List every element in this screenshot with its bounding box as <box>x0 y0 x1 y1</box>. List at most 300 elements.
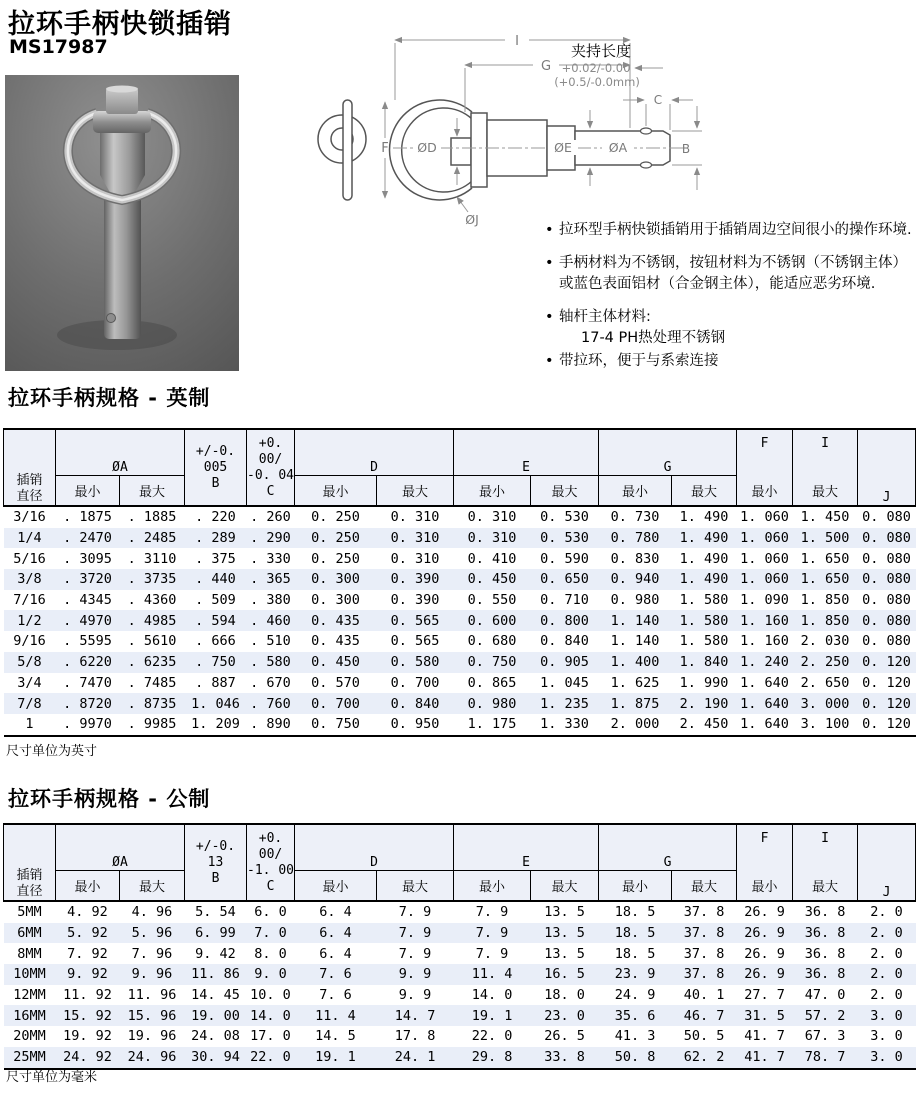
table-cell: 1. 160 <box>737 610 793 631</box>
table-cell: 1. 046 <box>185 693 247 714</box>
table-cell: . 375 <box>195 550 236 567</box>
table-cell: 1. 060 <box>737 528 793 549</box>
imperial-spec-table <box>3 428 916 737</box>
table-cell: 7. 92 <box>67 945 108 962</box>
column-subheader-min: 最小 <box>454 476 531 507</box>
table-cell: 19. 96 <box>127 1028 177 1045</box>
table-cell: 12MM <box>13 987 46 1004</box>
table-cell: 2. 030 <box>800 633 850 650</box>
table-cell: . 5610 <box>127 633 177 650</box>
list-item <box>545 307 917 349</box>
feature-text: 拉环型手柄快锁插销用于插销周边空间很小的操作环境. <box>559 222 912 238</box>
table-cell: . 5595 <box>63 633 112 650</box>
table-cell: 0. 730 <box>599 506 672 528</box>
table-cell: 0. 550 <box>467 592 517 609</box>
table-cell: 1. 850 <box>793 610 858 631</box>
table-cell: 1. 140 <box>610 633 660 650</box>
table-cell: 1. 490 <box>672 506 737 528</box>
table-cell: 0. 530 <box>531 528 599 549</box>
column-subheader-max: 最大 <box>672 871 737 902</box>
table-cell: 0. 950 <box>390 716 440 733</box>
collar <box>471 113 487 187</box>
section-title-imperial: 拉环手柄规格 - 英制 <box>8 386 211 410</box>
table-cell: 7. 9 <box>398 945 432 962</box>
table-cell: 9. 9 <box>377 964 454 985</box>
table-row <box>4 506 916 528</box>
table-cell: 26. 9 <box>737 923 793 944</box>
table-cell: . 594 <box>185 610 247 631</box>
table-row <box>4 528 916 549</box>
table-cell: 62. 2 <box>672 1047 737 1069</box>
table-cell: 9. 96 <box>120 964 185 985</box>
table-cell: 1/2 <box>4 610 56 631</box>
table-row <box>4 548 916 569</box>
table-cell: 2. 250 <box>793 652 858 673</box>
table-cell: 16MM <box>4 1005 56 1026</box>
table-cell: . 2470 <box>56 528 120 549</box>
table-cell: 0. 410 <box>467 550 517 567</box>
table-cell: 1. 625 <box>610 674 660 691</box>
column-header-d: D <box>295 824 454 871</box>
table-cell: 0. 080 <box>862 592 911 609</box>
table-cell: 0. 390 <box>377 569 454 590</box>
table-cell: 25MM <box>4 1047 56 1069</box>
table-cell: . 6220 <box>56 652 120 673</box>
feature-text: 带拉环，便于与系索连接 <box>559 353 719 369</box>
table-cell: 3. 100 <box>800 716 850 733</box>
page-title: 拉环手柄快锁插销 <box>8 9 232 40</box>
table-cell: . 7485 <box>127 674 177 691</box>
footnote-metric: 尺寸单位为毫米 <box>6 1070 98 1085</box>
table-cell: 23. 9 <box>599 964 672 985</box>
table-cell: 5. 54 <box>185 901 247 923</box>
table-cell: 16. 5 <box>531 964 599 985</box>
table-cell: 36. 8 <box>793 923 858 944</box>
table-cell: 14. 5 <box>315 1028 356 1045</box>
table-cell: 41. 3 <box>614 1028 656 1045</box>
table-cell: 0. 435 <box>311 633 360 650</box>
table-cell: 2. 450 <box>679 716 729 733</box>
table-cell: 26. 9 <box>737 964 793 985</box>
table-cell: 5/16 <box>13 550 46 567</box>
table-cell: . 509 <box>195 592 236 609</box>
table-cell: 26. 9 <box>744 945 785 962</box>
table-cell: 9. 0 <box>247 964 295 985</box>
table-cell: 0. 980 <box>454 693 531 714</box>
clamp-tolerance-mm: (+0.5/-0.0mm) <box>554 75 640 89</box>
table-cell: 0. 570 <box>311 674 360 691</box>
table-cell: 22. 0 <box>471 1028 513 1045</box>
table-cell: 50. 5 <box>683 1028 725 1045</box>
table-cell: . 1885 <box>120 506 185 528</box>
list-item <box>545 351 917 372</box>
detent-ball-top <box>641 128 652 134</box>
table-cell: 19. 1 <box>454 1005 531 1026</box>
table-cell: . 750 <box>185 652 247 673</box>
handle-block <box>451 138 471 165</box>
table-cell: 9/16 <box>13 633 46 650</box>
column-header-g: G <box>599 429 737 476</box>
table-cell: 3. 0 <box>870 1028 903 1045</box>
column-header-c: +0. 00/ -0. 04 C <box>247 429 295 506</box>
table-cell: 0. 750 <box>311 716 360 733</box>
table-cell: . 4345 <box>63 592 112 609</box>
table-cell: . 8735 <box>120 693 185 714</box>
table-cell: 2. 0 <box>858 923 916 944</box>
table-cell: 0. 565 <box>377 610 454 631</box>
column-header-j: J <box>858 824 916 901</box>
column-subheader-min: 最小 <box>295 871 377 902</box>
table-cell: 22. 0 <box>247 1047 295 1069</box>
table-cell: 6. 4 <box>295 901 377 923</box>
column-header-e: E <box>454 429 599 476</box>
table-cell: . 4970 <box>56 610 120 631</box>
table-cell: 0. 700 <box>390 674 440 691</box>
metric-spec-table <box>3 823 916 1070</box>
table-cell: 1. 090 <box>740 592 789 609</box>
table-cell: 37. 8 <box>683 945 725 962</box>
table-cell: 1. 990 <box>679 674 729 691</box>
column-header-i: I 最大 <box>793 824 858 901</box>
table-cell: 2. 000 <box>610 716 660 733</box>
table-cell: . 9970 <box>63 716 112 733</box>
table-cell: 3/8 <box>4 569 56 590</box>
table-cell: 15. 96 <box>120 1005 185 1026</box>
table-cell: 0. 080 <box>858 528 916 549</box>
table-cell: 0. 580 <box>377 652 454 673</box>
table-cell: 18. 5 <box>599 901 672 923</box>
feature-list <box>545 220 917 384</box>
table-cell: 11. 86 <box>185 964 247 985</box>
table-cell: . 9985 <box>127 716 177 733</box>
table-cell: . 3110 <box>127 550 177 567</box>
table-cell: 1. 235 <box>531 693 599 714</box>
table-cell: 0. 980 <box>610 592 660 609</box>
bullet-icon: • <box>545 353 554 369</box>
table-cell: . 330 <box>250 550 291 567</box>
table-cell: 7. 9 <box>454 923 531 944</box>
table-cell: 0. 390 <box>390 592 440 609</box>
table-row <box>4 943 916 964</box>
table-cell: 7. 0 <box>247 923 295 944</box>
table-cell: 7. 6 <box>295 964 377 985</box>
column-subheader-min: 最小 <box>56 871 120 902</box>
column-header-d: D <box>295 429 454 476</box>
table-cell: 36. 8 <box>793 964 858 985</box>
table-cell: 3. 0 <box>858 1005 916 1026</box>
table-cell: 19. 1 <box>295 1047 377 1069</box>
table-cell: 2. 0 <box>858 964 916 985</box>
table-cell: 1. 650 <box>800 550 850 567</box>
table-cell: 1. 650 <box>793 569 858 590</box>
column-subheader-max: 最大 <box>120 476 185 507</box>
table-cell: 36. 8 <box>804 945 846 962</box>
table-cell: 0. 710 <box>540 592 589 609</box>
table-cell: 1. 640 <box>740 674 789 691</box>
table-cell: 0. 120 <box>858 652 916 673</box>
table-cell: 18. 5 <box>599 923 672 944</box>
table-cell: 3/16 <box>4 506 56 528</box>
column-header-f: F 最小 <box>737 824 793 901</box>
table-cell: . 3720 <box>56 569 120 590</box>
table-cell: 0. 940 <box>599 569 672 590</box>
column-header-i: I 最大 <box>793 429 858 506</box>
table-cell: 6. 4 <box>295 923 377 944</box>
table-cell: 36. 8 <box>793 901 858 923</box>
table-cell: . 4360 <box>127 592 177 609</box>
dim-label-c: C <box>653 93 663 107</box>
table-cell: 13. 5 <box>531 923 599 944</box>
column-subheader-min: 最小 <box>599 871 672 902</box>
table-cell: 1. 330 <box>540 716 589 733</box>
table-cell: 0. 310 <box>377 506 454 528</box>
dim-label-d: ØD <box>417 140 437 155</box>
table-cell: 1. 160 <box>740 633 789 650</box>
column-header-f: F 最小 <box>737 429 793 506</box>
table-cell: 9. 42 <box>195 945 236 962</box>
table-cell: 27. 7 <box>744 987 785 1004</box>
table-cell: 1. 140 <box>599 610 672 631</box>
dim-label-e: ØE <box>554 140 572 155</box>
table-cell: . 890 <box>250 716 291 733</box>
table-cell: 4. 92 <box>56 901 120 923</box>
bullet-icon: • <box>545 222 554 238</box>
table-cell: 0. 080 <box>862 633 911 650</box>
table-cell: . 7470 <box>63 674 112 691</box>
table-cell: . 666 <box>195 633 236 650</box>
table-cell: 0. 680 <box>467 633 517 650</box>
table-cell: 67. 3 <box>804 1028 846 1045</box>
table-cell: 24. 08 <box>191 1028 240 1045</box>
table-row <box>4 693 916 714</box>
table-cell: 1. 490 <box>672 528 737 549</box>
table-cell: 1/4 <box>4 528 56 549</box>
table-cell: 5MM <box>4 901 56 923</box>
table-cell: 6. 99 <box>185 923 247 944</box>
table-cell: 0. 300 <box>295 569 377 590</box>
table-cell: 1. 640 <box>740 716 789 733</box>
column-header-b: +/-0. 13 B <box>185 824 247 901</box>
list-item <box>545 253 917 295</box>
table-cell: 1. 580 <box>679 592 729 609</box>
table-cell: 2. 0 <box>858 901 916 923</box>
feature-text: 手柄材料为不锈钢，按钮材料为不锈钢（不锈钢主体）或蓝色表面铝材（合金钢主体），能适应恶劣环境. <box>559 255 907 292</box>
table-cell: 0. 800 <box>531 610 599 631</box>
table-cell: 18. 0 <box>544 987 585 1004</box>
product-photo-image <box>5 75 239 371</box>
table-cell: 20MM <box>13 1028 46 1045</box>
table-cell: 0. 435 <box>295 610 377 631</box>
table-cell: 37. 8 <box>672 964 737 985</box>
table-cell: 1. 060 <box>737 569 793 590</box>
column-header-a: ØA <box>56 824 185 871</box>
table-cell: . 460 <box>247 610 295 631</box>
table-cell: 1. 500 <box>793 528 858 549</box>
table-cell: 10. 0 <box>250 987 291 1004</box>
table-cell: 7. 96 <box>131 945 173 962</box>
table-cell: 33. 8 <box>531 1047 599 1069</box>
table-cell: 0. 310 <box>454 528 531 549</box>
table-cell: 24. 1 <box>377 1047 454 1069</box>
table-cell: 0. 310 <box>454 506 531 528</box>
column-subheader-min: 最小 <box>56 476 120 507</box>
table-cell: 3. 0 <box>858 1047 916 1069</box>
dim-label-g: G <box>540 59 552 74</box>
table-cell: . 580 <box>247 652 295 673</box>
table-cell: 19. 92 <box>63 1028 112 1045</box>
column-header-g: G <box>599 824 737 871</box>
table-cell: 17. 8 <box>394 1028 436 1045</box>
column-header-c: +0. 00/ -1. 00 C <box>247 824 295 901</box>
table-row <box>4 901 916 923</box>
table-cell: 5. 92 <box>56 923 120 944</box>
table-cell: 24. 96 <box>120 1047 185 1069</box>
table-cell: 0. 450 <box>295 652 377 673</box>
table-cell: 0. 830 <box>610 550 660 567</box>
table-cell: 0. 120 <box>858 693 916 714</box>
table-cell: . 6235 <box>120 652 185 673</box>
table-cell: 30. 94 <box>185 1047 247 1069</box>
column-subheader-max: 最大 <box>377 476 454 507</box>
table-cell: 26. 5 <box>544 1028 585 1045</box>
column-subheader-max: 最大 <box>120 871 185 902</box>
table-cell: 1. 060 <box>740 550 789 567</box>
table-cell: 0. 310 <box>390 550 440 567</box>
table-cell: 1 <box>25 716 34 733</box>
table-cell: 41. 7 <box>737 1047 793 1069</box>
dim-label-i: I <box>515 34 519 49</box>
table-cell: . 380 <box>250 592 291 609</box>
table-cell: 1. 850 <box>800 592 850 609</box>
table-cell: 1. 840 <box>672 652 737 673</box>
table-cell: 7. 9 <box>377 923 454 944</box>
table-cell: 9. 9 <box>398 987 432 1004</box>
dim-label-b: B <box>681 142 691 156</box>
table-cell: 1. 640 <box>737 693 793 714</box>
table-cell: 0. 700 <box>295 693 377 714</box>
column-header-pin-diameter: 插销 直径 <box>4 429 56 506</box>
column-subheader-min: 最小 <box>454 871 531 902</box>
table-cell: 7. 9 <box>377 901 454 923</box>
column-header-e: E <box>454 824 599 871</box>
table-cell: 40. 1 <box>683 987 725 1004</box>
table-cell: 50. 8 <box>599 1047 672 1069</box>
table-cell: 0. 750 <box>454 652 531 673</box>
table-cell: 37. 8 <box>672 901 737 923</box>
table-cell: 8. 0 <box>254 945 287 962</box>
table-cell: 8MM <box>17 945 42 962</box>
table-row <box>4 569 916 590</box>
table-cell: 11. 92 <box>63 987 112 1004</box>
bullet-icon: • <box>545 255 554 271</box>
dim-label-a: ØA <box>608 140 628 155</box>
table-cell: 17. 0 <box>250 1028 291 1045</box>
table-cell: 0. 530 <box>531 506 599 528</box>
table-cell: 1. 875 <box>599 693 672 714</box>
detent-ball-bottom <box>641 162 652 168</box>
table-cell: . 670 <box>250 674 291 691</box>
table-cell: 1. 209 <box>191 716 240 733</box>
table-cell: 0. 120 <box>862 716 911 733</box>
table-cell: 10MM <box>4 964 56 985</box>
table-cell: 11. 4 <box>454 964 531 985</box>
feature-text <box>559 307 917 349</box>
table-row <box>4 610 916 631</box>
table-cell: 23. 0 <box>531 1005 599 1026</box>
table-cell: 0. 840 <box>540 633 589 650</box>
part-number: MS17987 <box>9 36 108 58</box>
table-cell: 78. 7 <box>793 1047 858 1069</box>
table-cell: 0. 120 <box>862 674 911 691</box>
table-cell: 0. 250 <box>295 528 377 549</box>
column-subheader-max: 最大 <box>531 476 599 507</box>
table-cell: 13. 5 <box>531 901 599 923</box>
table-cell: 2. 0 <box>870 945 903 962</box>
table-cell: . 887 <box>195 674 236 691</box>
table-cell: 0. 650 <box>531 569 599 590</box>
ring-end-view-wire <box>343 100 352 200</box>
table-cell: 1. 400 <box>599 652 672 673</box>
table-cell: 7/8 <box>4 693 56 714</box>
table-cell: 0. 840 <box>377 693 454 714</box>
table-row <box>4 1005 916 1026</box>
column-header-pin-diameter: 插销 直径 <box>4 824 56 901</box>
column-subheader-max: 最大 <box>672 476 737 507</box>
table-cell: . 220 <box>185 506 247 528</box>
table-row <box>4 652 916 673</box>
table-cell: 3. 000 <box>793 693 858 714</box>
table-cell: 26. 9 <box>737 901 793 923</box>
table-cell: 0. 080 <box>858 506 916 528</box>
table-cell: 0. 250 <box>295 506 377 528</box>
table-cell: 3/4 <box>17 674 42 691</box>
table-cell: 1. 045 <box>540 674 589 691</box>
table-row <box>4 964 916 985</box>
table-row <box>4 923 916 944</box>
table-cell: 0. 865 <box>467 674 517 691</box>
table-cell: 9. 92 <box>56 964 120 985</box>
table-row <box>4 590 916 611</box>
table-cell: 0. 310 <box>377 528 454 549</box>
table-row <box>4 1026 916 1047</box>
table-cell: 1. 175 <box>467 716 517 733</box>
table-cell: 0. 905 <box>531 652 599 673</box>
table-cell: 6. 4 <box>319 945 352 962</box>
column-subheader-max: 最大 <box>531 871 599 902</box>
table-cell: . 1875 <box>56 506 120 528</box>
clamp-tolerance-inch: +0.02/-0.00 <box>561 61 631 75</box>
column-header-b: +/-0. 005 B <box>185 429 247 506</box>
table-cell: 29. 8 <box>454 1047 531 1069</box>
table-cell: 24. 9 <box>614 987 656 1004</box>
table-cell: 14. 0 <box>471 987 513 1004</box>
column-header-a: ØA <box>56 429 185 476</box>
table-cell: . 3735 <box>120 569 185 590</box>
table-cell: 46. 7 <box>672 1005 737 1026</box>
table-cell: 7. 9 <box>475 945 509 962</box>
table-cell: . 440 <box>185 569 247 590</box>
technical-diagram-image <box>305 18 705 228</box>
table-cell: 0. 080 <box>858 569 916 590</box>
table-cell: 0. 300 <box>311 592 360 609</box>
table-cell: 0. 080 <box>858 610 916 631</box>
table-cell: . 2485 <box>120 528 185 549</box>
column-subheader-min: 最小 <box>599 476 672 507</box>
table-cell: 5/8 <box>4 652 56 673</box>
table-cell: 57. 2 <box>793 1005 858 1026</box>
table-cell: . 4985 <box>120 610 185 631</box>
table-cell: . 760 <box>247 693 295 714</box>
